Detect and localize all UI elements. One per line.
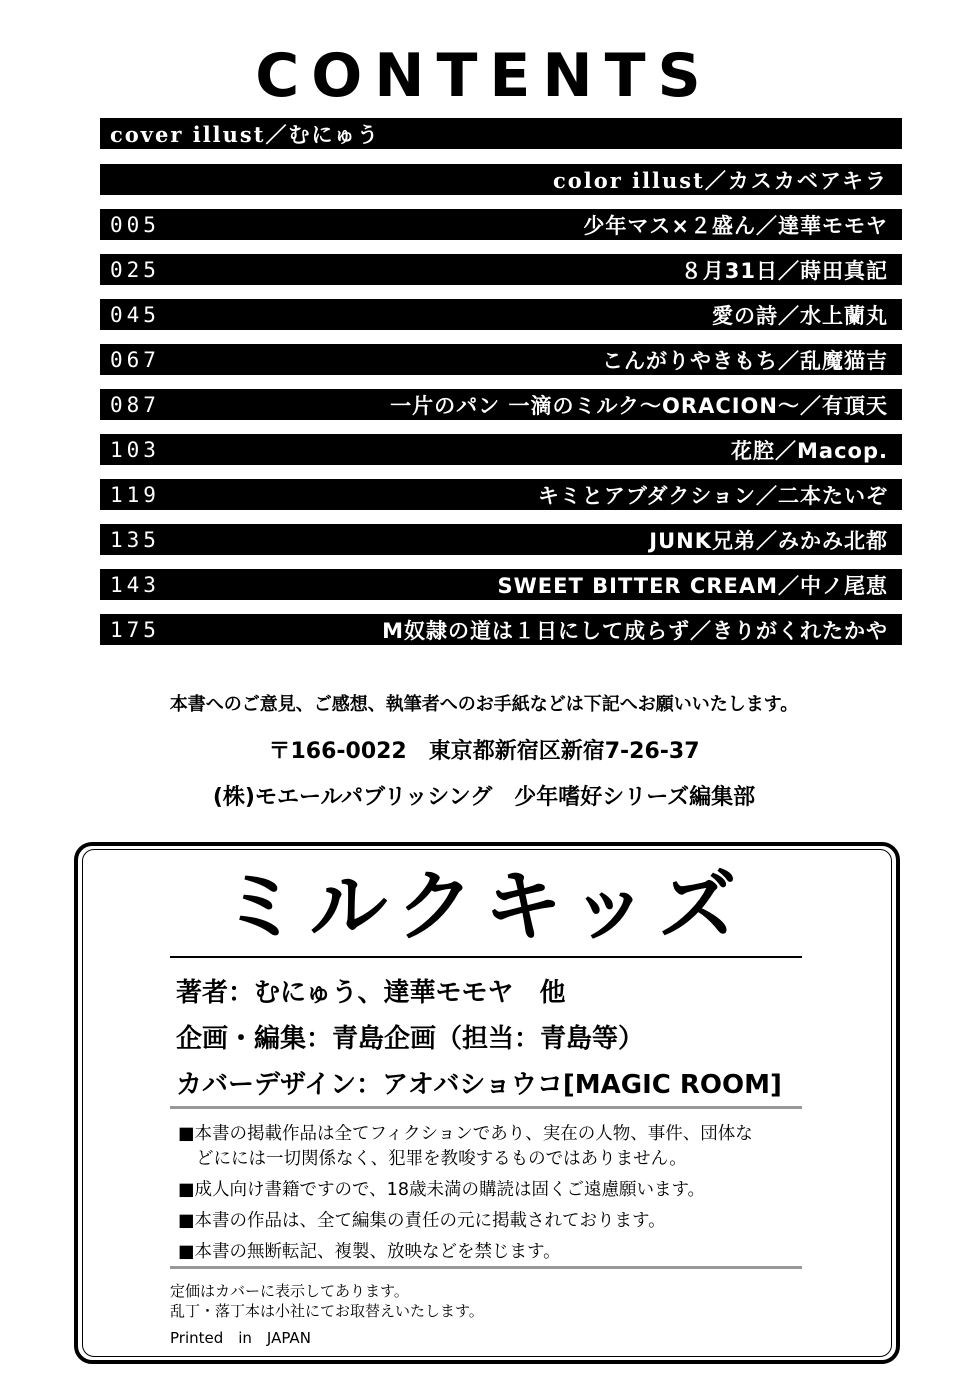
toc-page: 005 (110, 212, 160, 237)
toc-page: 143 (110, 572, 160, 597)
toc-page: cover illust／むにゅう (110, 121, 381, 147)
toc-row (100, 479, 902, 510)
toc-row-color (100, 164, 902, 195)
toc-entry: 愛の詩／水上蘭丸 (712, 303, 888, 328)
fiction-notice: ■本書の掲載作品は全てフィクションであり、実在の人物、事件、団体な (178, 1124, 753, 1144)
toc-page: 175 (110, 617, 160, 642)
toc-row (100, 209, 902, 240)
warnings-divider (170, 1266, 802, 1269)
toc-entry: M奴隷の道は１日にして成らず／きりがくれたかや (382, 618, 888, 643)
author-credit: 著者：むにゅう、達華モモヤ 他 (176, 978, 566, 1008)
toc-page: 025 (110, 257, 160, 282)
editorial-notice: ■本書の作品は、全て編集の責任の元に掲載されております。 (178, 1211, 666, 1231)
toc-entry: 花腔／Macop. (731, 438, 888, 463)
toc-row (100, 254, 902, 285)
toc-row (100, 569, 902, 600)
toc-row (100, 524, 902, 555)
toc-row (100, 344, 902, 375)
toc-page: 119 (110, 482, 160, 507)
toc-page: 103 (110, 437, 160, 462)
fiction-notice-cont: どにには一切関係なく、犯罪を教唆するものではありません。 (196, 1149, 687, 1169)
title-divider (170, 956, 802, 958)
toc-entry: JUNK兄弟／みかみ北都 (649, 528, 888, 553)
toc-row (100, 389, 902, 420)
feedback-notice: 本書へのご意見、ご感想、執筆者へのお手紙などは下記へお願いいたします。 (169, 694, 799, 715)
toc-entry: キミとアブダクション／二本たいぞ (537, 483, 888, 508)
price-note: 定価はカバーに表示してあります。 (170, 1282, 409, 1300)
toc-row (100, 434, 902, 465)
toc-page: 135 (110, 527, 160, 552)
credits-divider (170, 1106, 802, 1109)
toc-entry: 少年マス×２盛ん／達華モモヤ (583, 213, 888, 238)
postal-address: 〒166-0022 東京都新宿区新宿7-26-37 (268, 739, 700, 764)
toc-page: 087 (110, 392, 160, 417)
toc-row-cover (100, 118, 902, 149)
toc-entry: SWEET BITTER CREAM／中ノ尾恵 (497, 573, 888, 598)
toc-entry: color illust／カスカベアキラ (552, 167, 888, 193)
design-credit: カバーデザイン：アオバショウコ[MAGIC ROOM] (176, 1070, 782, 1100)
toc-entry: こんがりやきもち／乱魔猫吉 (602, 348, 888, 373)
toc-entry: 一片のパン 一滴のミルク～ORACION～／有頂天 (390, 393, 888, 418)
toc-page: 045 (110, 302, 160, 327)
replacement-note: 乱丁・落丁本は小社にてお取替えいたします。 (170, 1302, 484, 1320)
publisher-name: (株)モエールパブリッシング 少年嗜好シリーズ編集部 (212, 785, 756, 810)
age-notice: ■成人向け書籍ですので、18歳未満の購読は固くご遠慮願います。 (178, 1180, 706, 1200)
editor-credit: 企画・編集：青島企画（担当：青島等） (176, 1024, 645, 1054)
toc-page: 067 (110, 347, 160, 372)
toc-entry: ８月31日／蒔田真記 (680, 258, 888, 283)
book-title: ミルクキッズ (221, 862, 747, 952)
toc-row (100, 299, 902, 330)
toc-row (100, 614, 902, 645)
contents-title: CONTENTS (255, 41, 713, 111)
printed-in: Printed in JAPAN (170, 1329, 311, 1347)
copyright-notice: ■本書の無断転記、複製、放映などを禁じます。 (178, 1242, 561, 1262)
